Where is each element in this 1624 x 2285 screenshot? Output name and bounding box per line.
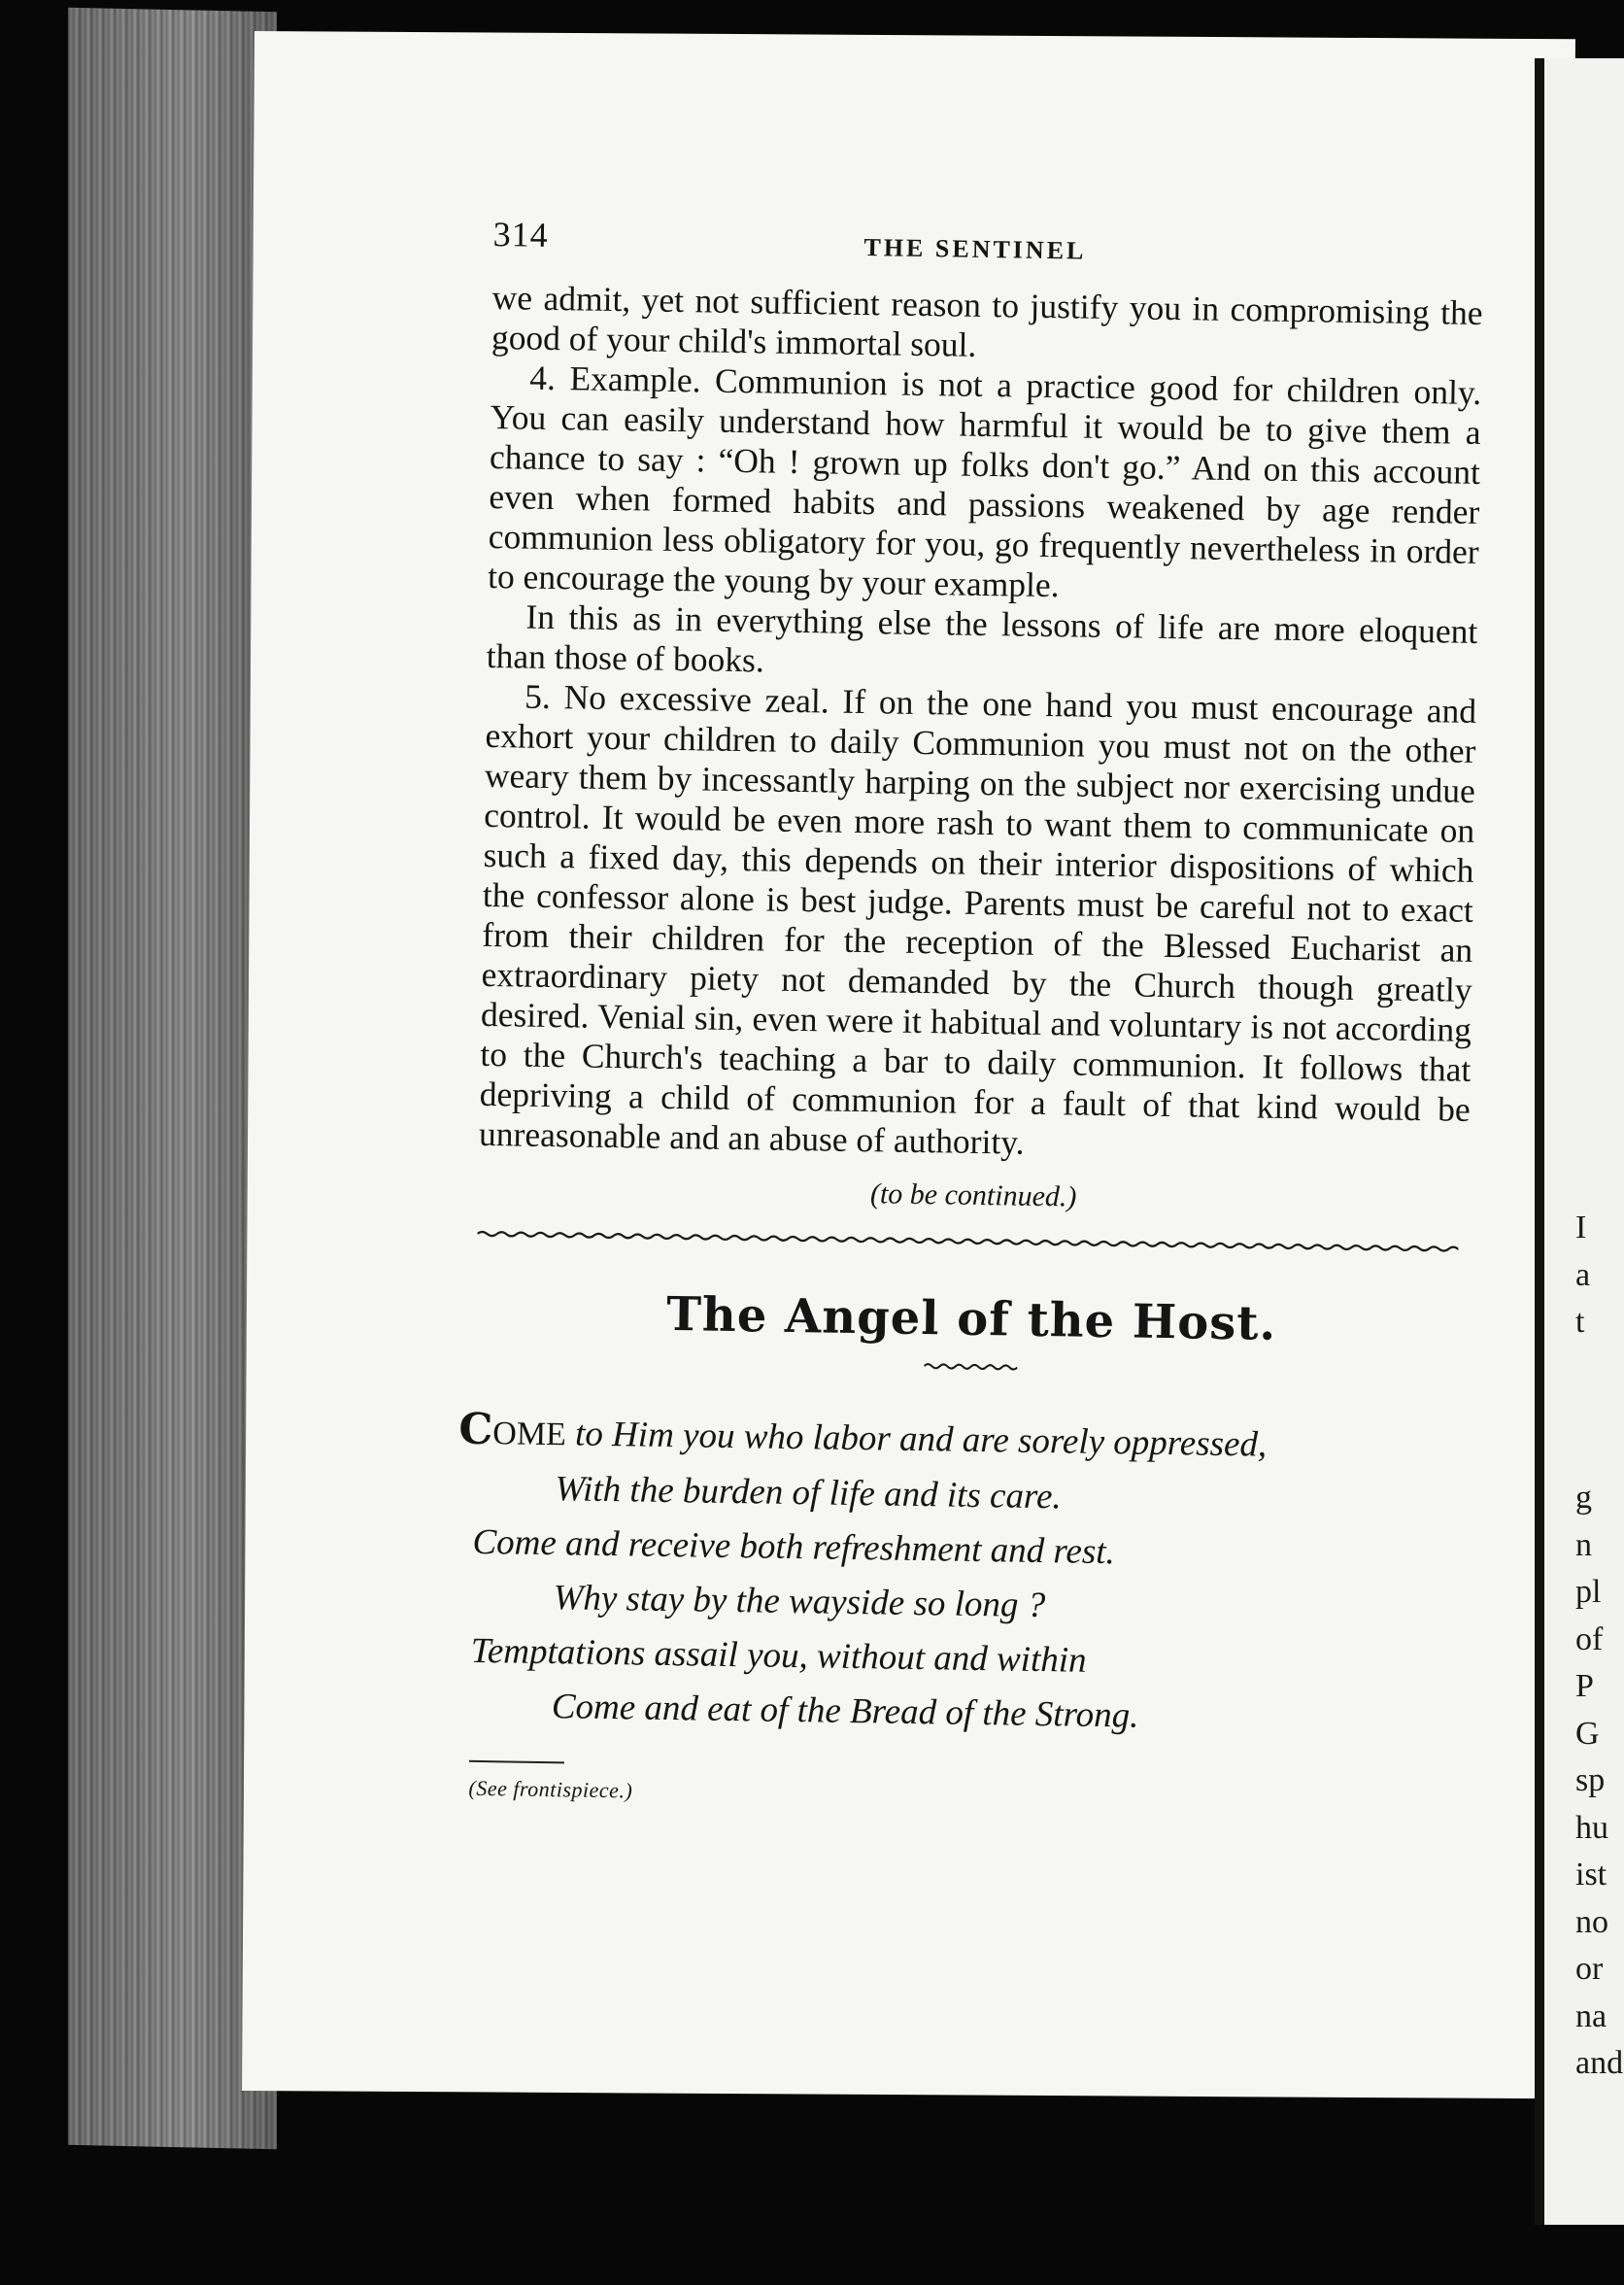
facing-page-fragment: g (1575, 1480, 1592, 1516)
poem-line: With the burden of life and its care. (555, 1469, 1063, 1518)
drop-cap-rest: OME (492, 1415, 567, 1453)
facing-page-fragment: sp (1575, 1762, 1606, 1798)
poem-line: Why stay by the wayside so long ? (553, 1578, 1046, 1626)
poem-line-text: to Him you who labor and are sorely oppressed, (565, 1414, 1268, 1465)
facing-page-fragment: n (1575, 1526, 1592, 1563)
paragraph: 5. No excessive zeal. If on the one hand you must encourage and exhort your children to daily Communion you must not on the other weary them by incessantly harping on the subject nor exercising undue control. It would be even more rash to want them to communicate on such a fixed day, this depends on their interior dispositions of which the confessor alone is best judge. Parents must be careful not to exact from their children for the reception of the Blessed Eucharist an extraordinary piety not demanded by the Church though greatly desired. Venial sin, even were it habitual and voluntary is not according to the Church's teaching a bar to daily communion. It follows that depriving a child of communion for a fault of that kind would be unreasonable and an abuse of authority. (478, 676, 1477, 1162)
poem-title: The Angel of the Host. (665, 1286, 1277, 1351)
poem (457, 1403, 1465, 1749)
poem-line: Come and receive both refreshment and rest. (472, 1521, 1116, 1573)
facing-page-fragment: a (1575, 1256, 1591, 1293)
facing-page-text-top (1575, 1205, 1624, 1347)
facing-page-fragment: of (1575, 1620, 1604, 1657)
facing-page-fragment: t (1575, 1304, 1585, 1340)
article-body (479, 278, 1483, 1170)
paragraph: In this as in everything else the lessons of life are more eloquent than those of books. (486, 597, 1478, 680)
footnote: (See frontispiece.) (468, 1775, 633, 1803)
facing-page-fragment: na (1575, 1997, 1607, 2034)
facing-page-fragment: I (1575, 1210, 1587, 1245)
title-ornament (924, 1359, 1017, 1375)
page-number: 314 (492, 214, 549, 255)
facing-page-fragment: hu (1575, 1809, 1608, 1846)
poem-line: Temptations assail you, without and within (470, 1630, 1087, 1681)
facing-page-fragment: and (1575, 2045, 1624, 2081)
page-content (457, 214, 1484, 1817)
wavy-divider (477, 1226, 1458, 1257)
poem-line: Come and eat of the Bread of the Strong. (551, 1687, 1139, 1736)
facing-page-fragment: G (1575, 1715, 1600, 1752)
paragraph: we admit, yet not sufficient reason to justify you in compromising the good of your child's immortal soul. (491, 277, 1483, 364)
facing-page-fragment: P (1575, 1668, 1594, 1704)
continued-note: (to be continued.) (869, 1177, 1077, 1213)
drop-cap: C (457, 1404, 493, 1455)
facing-page-fragment: ist (1575, 1857, 1607, 1893)
facing-page-fragment: no (1575, 1903, 1608, 1940)
facing-page-fragment: pl (1575, 1574, 1602, 1610)
facing-page-fragment: or (1575, 1951, 1604, 1987)
running-head: THE SENTINEL (863, 232, 1087, 265)
footnote-rule (469, 1760, 564, 1764)
facing-page-text-bottom (1575, 1475, 1624, 2088)
paragraph: 4. Example. Communion is not a practice good for children only. You can easily understand how harmful it would be to give them a chance to say : “Oh ! grown up folks don't go.” And on this account even when formed habits and passions weakened by age render communion less obligatory for you, go frequently nevertheless in order to encourage the young by your example. (487, 358, 1482, 605)
